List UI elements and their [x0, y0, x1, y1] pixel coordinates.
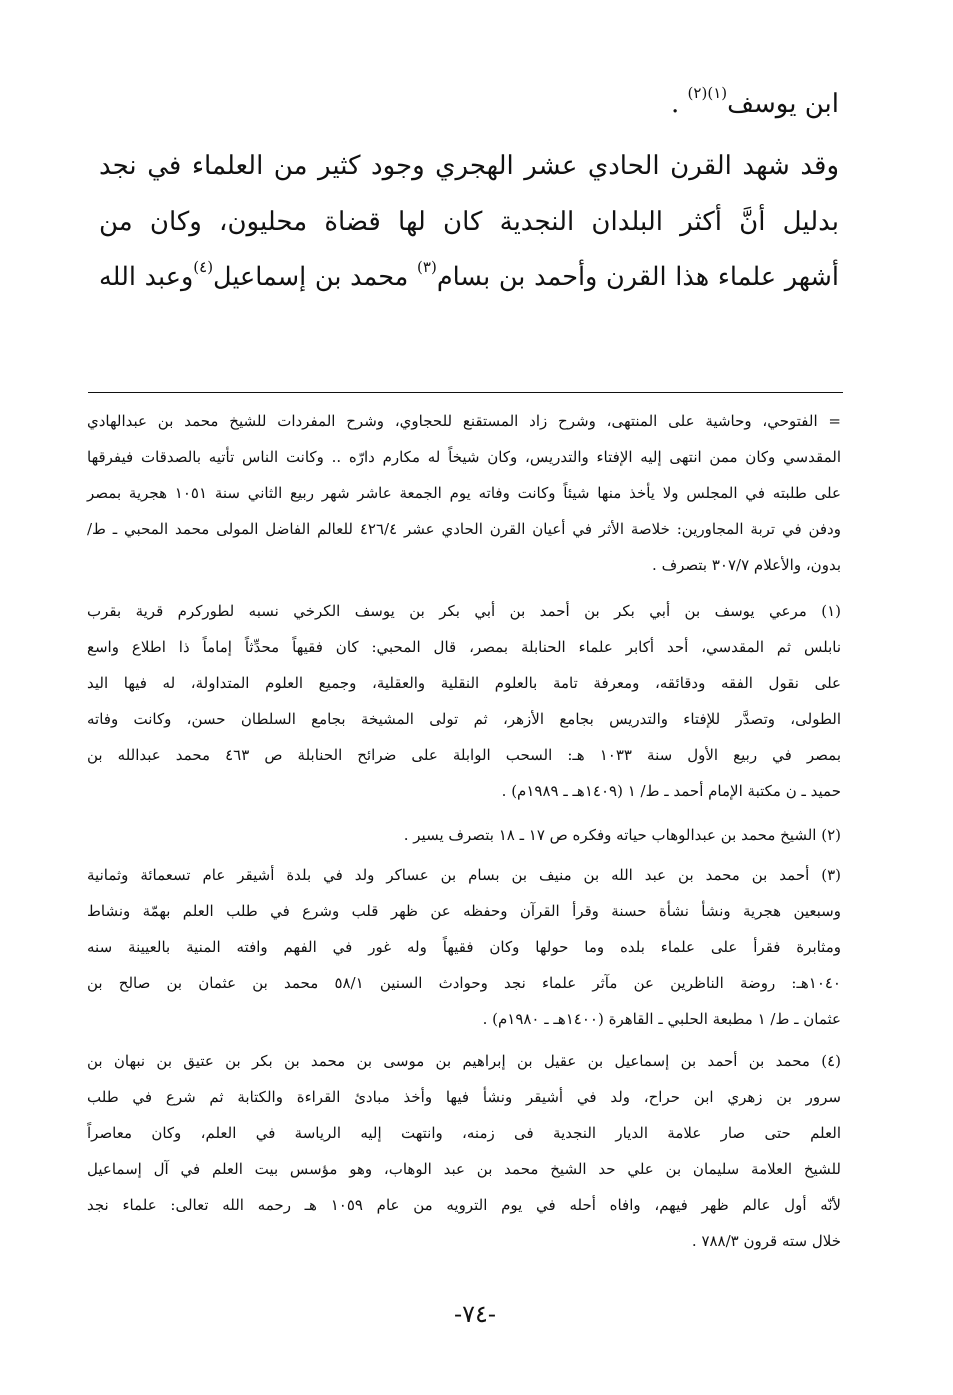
footnote-separator [88, 392, 843, 393]
footnote-line: لأنّه أول عالم ظهر فيهم، وافاه أحله في يوم الترويه من عام ١٠٥٩ هـ رحمه الله تعالى: علماء نجد [87, 1196, 841, 1214]
footnote-ref-3: (٣) [417, 257, 437, 276]
footnote-line: وسبعين هجرية ونشأ نشأة حسنة وقرأ القرآن وحفظه عن ظهر قلب وشرع في طلب العلم بهمّة ونشاط [87, 902, 841, 920]
footnote-line: ودفن في تربة المجاورين: خلاصة الأثر في أعيان القرن الحادي عشر ٤٢٦/٤ للعالم الفاضل المولى محمد المحبي ـ ط/ [87, 520, 841, 538]
footnote-ref-4: (٤) [193, 257, 214, 276]
footnote-line: (٢) الشيخ محمد بن عبدالوهاب حياته وفكره ص ١٧ ـ ١٨ بتصرف يسير . [403, 826, 841, 844]
footnote-line: بمصر في ربيع الأول سنة ١٠٣٣ هـ: السحب الوابلة على ضرائح الحنابلة ص ٤٦٣ محمد عبدالله بن [87, 746, 841, 764]
footnote-line: عثمان ـ ط/ ١ مطبعة الحلبي ـ القاهرة (١٤٠٠هـ ـ ١٩٨٠م) . [482, 1010, 841, 1028]
main-text-line-3: بدليل أنَّ أكثر البلدان النجدية كان لها قضاة محليون، وكان من [99, 207, 839, 237]
main-text-line-4 [99, 257, 839, 297]
footnote-line: للشيخ العلامة سليمان بن علي حد الشيخ محمد بن عبد الوهاب، وهو مؤسس بيت العلم في آل إسماعيل [87, 1160, 841, 1178]
footnote-line: على طلبته في المجلس ولا يأخذ منها شيئاً وكانت وفاته يوم الجمعة عاشر شهر ربيع الثاني سنة ١٠٥١ هجرية بمصر [87, 484, 841, 502]
footnote-line: (١) مرعي يوسف بن أبي بكر بن أحمد بن أبي بكر بن يوسف الكرخي نسبه لطوركرم قرية بقرب [87, 602, 841, 620]
footnote-line: المقدسي وكان ممن انتهى إليه الإفتاء والتدريس، وكان شيخاً له مكارم دارّه .. وكانت الناس تأتيه بالصدقات فيفرقها [87, 448, 841, 466]
footnote-line: (٣) أحمد بن محمد بن عبد الله بن منيف بن بسام بن عساكر ولد في بلدة أشيقر عام تسعمائة وثمانية [87, 866, 841, 884]
footnote-line: (٤) محمد بن أحمد بن إسماعيل بن عقيل بن إبراهيم بن موسى بن محمد بن بكر بن عتيق بن نبهان بن [87, 1052, 841, 1070]
footnote-line: نابلس ثم المقدسي، أحد أكابر علماء الحنابلة بمصر، قال المحبي: كان فقيهاً محدِّثاً إماماً ذا اطلاع واسع [87, 638, 841, 656]
footnote-line: سرور بن زهري ابن حراح، ولد في أشيقر ونشأ فيها وأخذ مبادئ القراءة والكتابة ثم شرع في طلب [87, 1088, 841, 1106]
footnote-line: ١٠٤٠هـ: روضة الناظرين عن مآثر علماء نجد وحوادث السنين ٥٨/١ محمد بن عثمان بن صالح بن [87, 974, 841, 992]
footnote-line: خلال سته قرون ٧٨٨/٣ . [691, 1232, 841, 1250]
page-number: -٧٤- [454, 1300, 496, 1328]
main-text-line-2: وقد شهد القرن الحادي عشر الهجري وجود كثير من العلماء في نجد [99, 151, 839, 181]
footnote-line: العلم حتى صار علامة الديار النجدية فى زمنه، وانتهت إليه الرياسة في العلم، وكان معاصراً [87, 1124, 841, 1142]
footnote-line: على نقول الفقه ودقائقه، ومعرفة تامة بالعلوم النقلية والعقلية، وجميع العلوم المتداولة، له فيها اليد [87, 674, 841, 692]
main-text-line-4-part-c: وعبد الله [99, 262, 194, 292]
footnote-line: الطولى، وتصدَّر للإفتاء والتدريس بجامع الأزهر، ثم تولى المشيخة بجامع السلطان حسن، وكانت وفاته [87, 710, 841, 728]
main-text-line-1-end: . [671, 89, 688, 119]
footnote-line: ومثابرة فقرأ على علماء بلده وما حولها وكان فقيهاً وله غور في الفهم وافته المنية بالعيينة سنه [87, 938, 841, 956]
footnote-ref-2: (٢) [687, 84, 708, 103]
footnote-line: = الفتوحي، وحاشية على المنتهى، وشرح زاد المستقنع للحجاوي، وشرح المفردات للشيخ محمد بن عبدالهادي [87, 412, 841, 430]
main-text-line-4-part-b: محمد بن إسماعيل [213, 262, 418, 292]
footnote-line: بدون، والأعلام ٣٠٧/٧ بتصرف . [652, 556, 841, 574]
footnote-line: حميد ـ ن مكتبة الإمام أحمد ـ ط/ ١ (١٤٠٩هـ ـ ١٩٨٩م) . [501, 782, 841, 800]
main-text-line-1-text: ابن يوسف [727, 89, 839, 119]
main-text-line-4-part-a: أشهر علماء هذا القرن وأحمد بن بسام [436, 262, 839, 292]
footnote-ref-1: (١) [707, 84, 728, 103]
main-text-line-1 [99, 84, 839, 124]
